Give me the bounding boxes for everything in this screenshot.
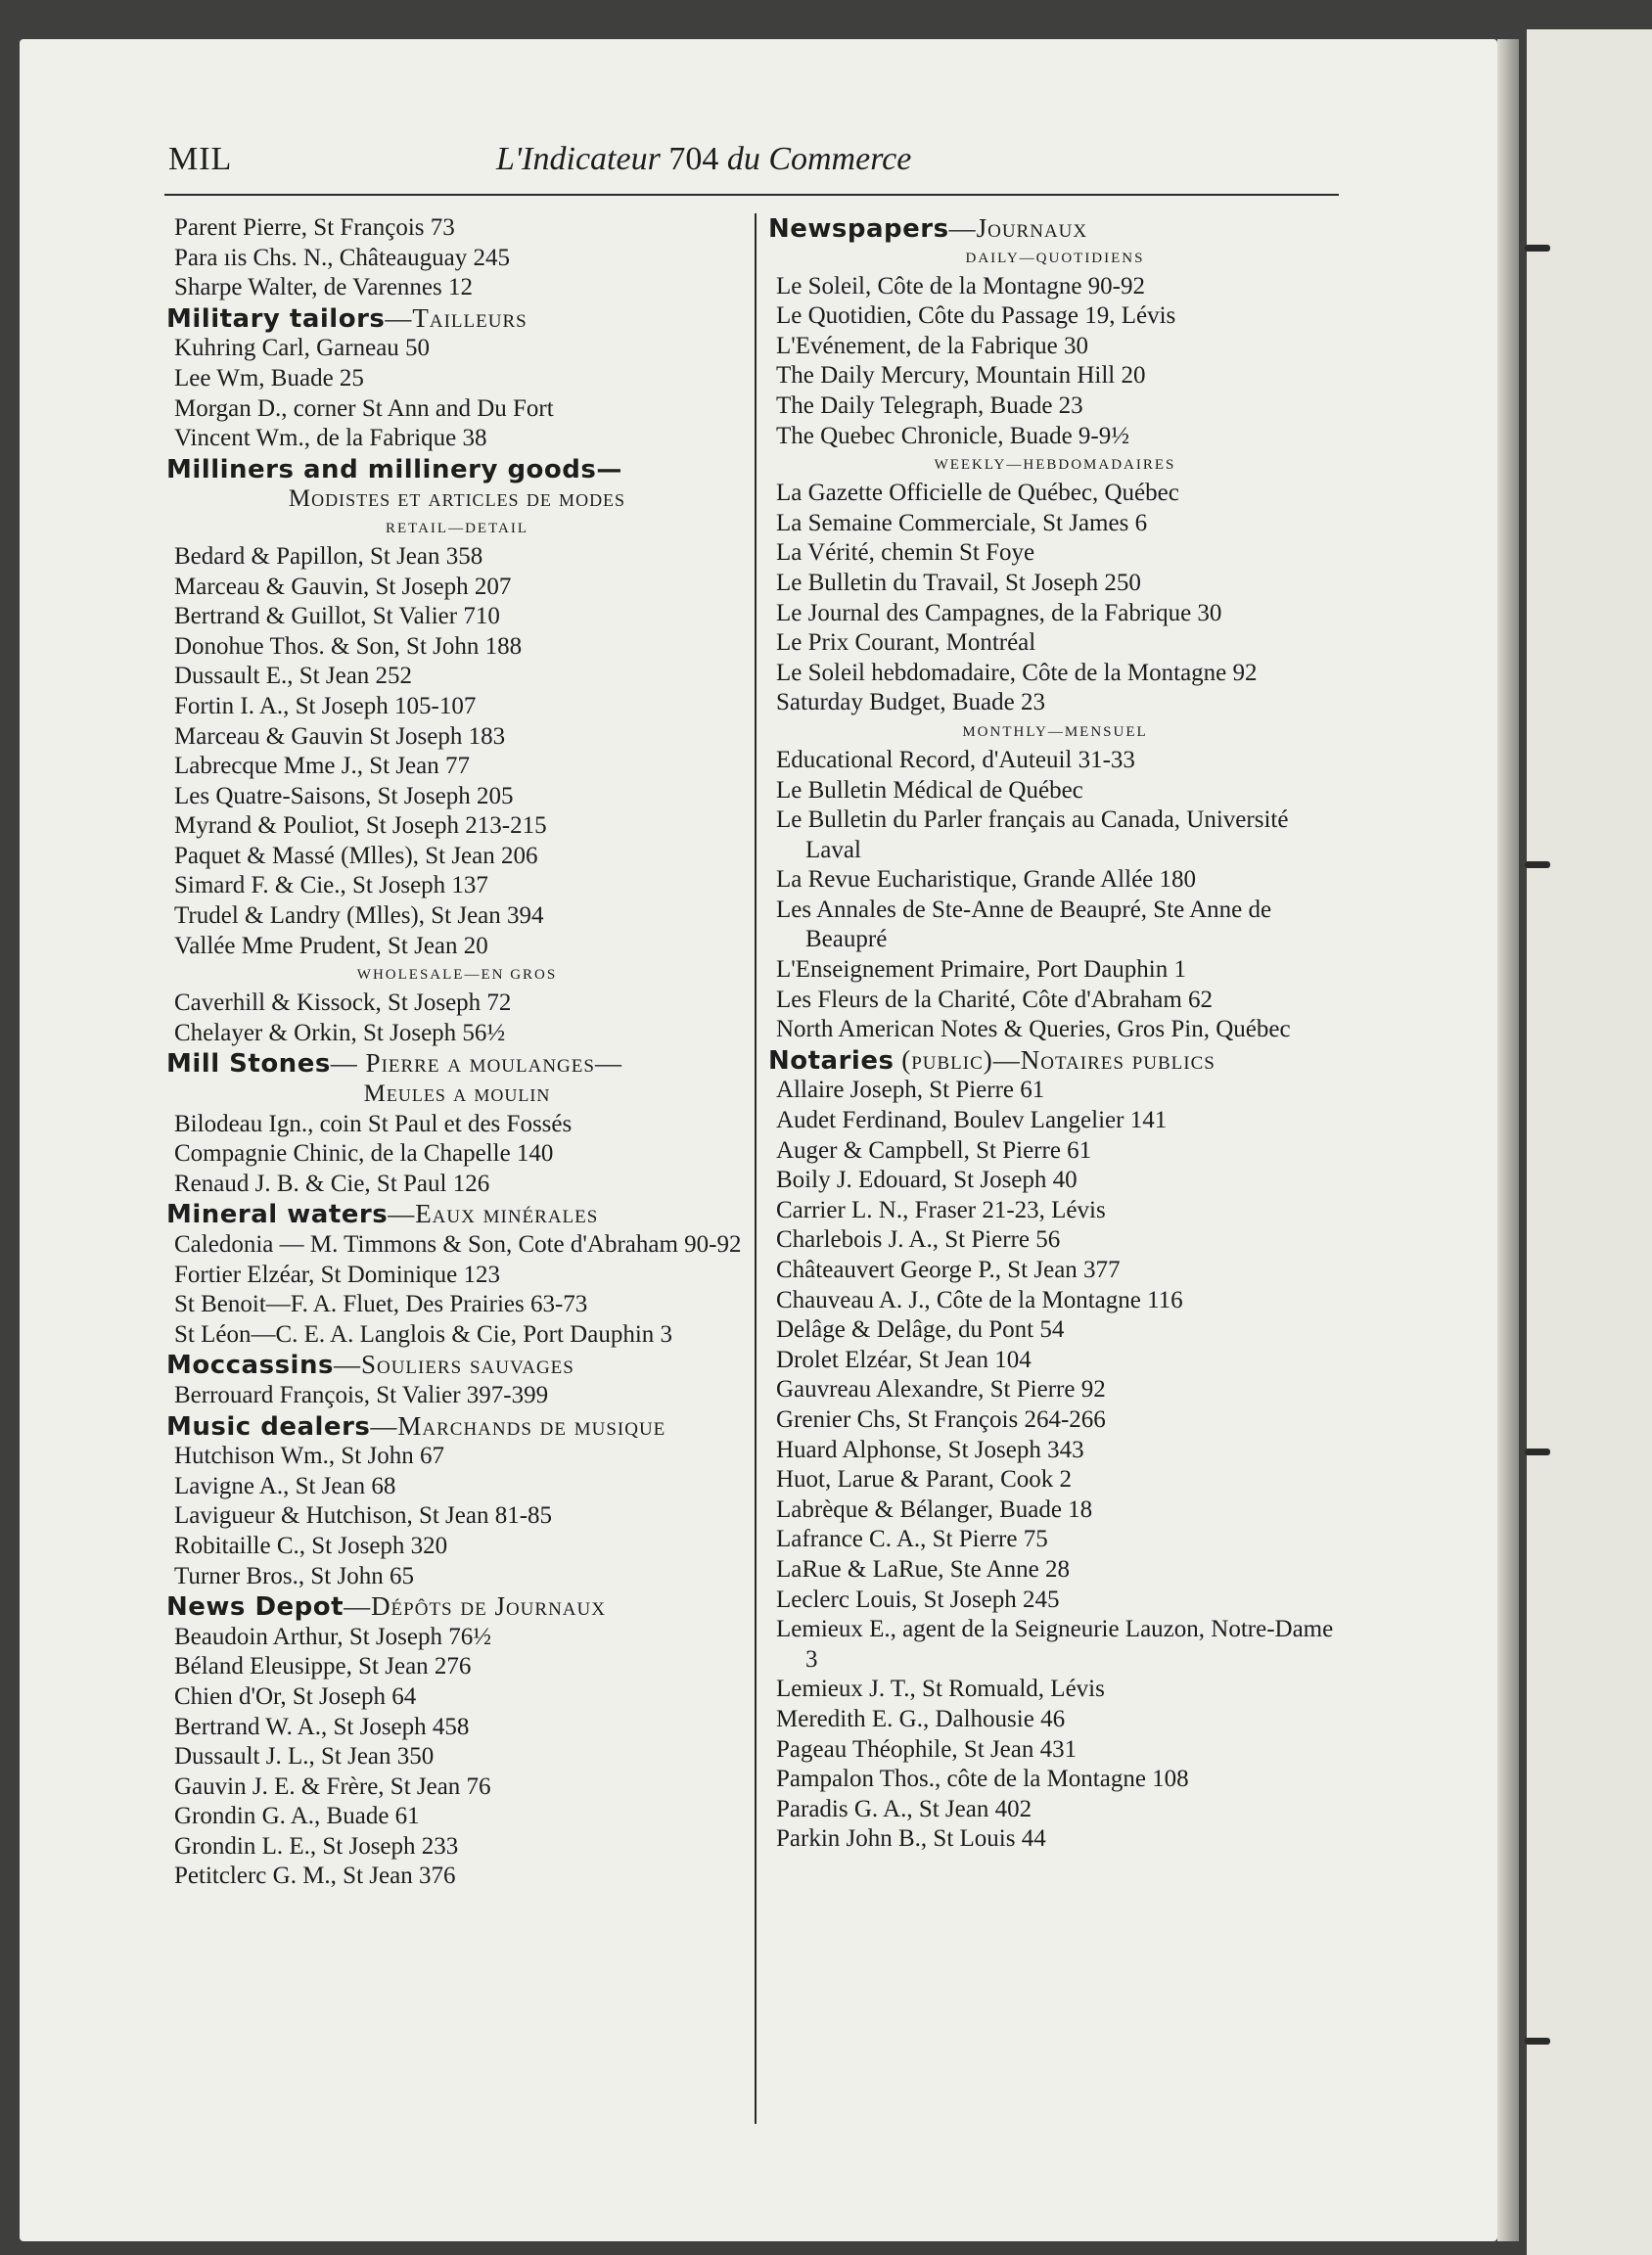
- title-before: L'Indicateur: [496, 141, 661, 177]
- directory-entry: Labrèque & Bélanger, Buade 18: [776, 1496, 1093, 1523]
- directory-entry: Chien d'Or, St Joseph 64: [174, 1682, 417, 1710]
- directory-entry: St Benoit—F. A. Fluet, Des Prairies 63-73: [174, 1291, 588, 1318]
- directory-entry: L'Enseignement Primaire, Port Dauphin 1: [776, 956, 1187, 984]
- directory-entry: Morgan D., corner St Ann and Du Fort: [174, 394, 554, 422]
- directory-entry: Sharpe Walter, de Varennes 12: [174, 274, 473, 301]
- category-name: Music dealers: [166, 1411, 371, 1442]
- category-heading-continuation: Modistes et articles de modes: [288, 485, 626, 513]
- directory-entry: Grenier Chs, St François 264-266: [776, 1405, 1106, 1433]
- category-translation: —Dépôts de Journaux: [344, 1591, 606, 1622]
- directory-entry: Gauvin J. E. & Frère, St Jean 76: [174, 1772, 491, 1800]
- directory-entry: La Vérité, chemin St Foye: [776, 539, 1035, 567]
- directory-entry: Les Quatre-Saisons, St Joseph 205: [174, 782, 514, 809]
- category-name: Newspapers: [768, 214, 949, 244]
- directory-entry: Leclerc Louis, St Joseph 245: [776, 1586, 1060, 1613]
- directory-entry: Vincent Wm., de la Fabrique 38: [174, 425, 487, 452]
- directory-entry: Lafrance C. A., St Pierre 75: [776, 1526, 1048, 1553]
- category-name: Notaries: [768, 1045, 895, 1076]
- directory-entry: Allaire Joseph, St Pierre 61: [776, 1077, 1045, 1104]
- directory-entry: Bertrand & Guillot, St Valier 710: [174, 603, 500, 630]
- directory-entry: Para ıis Chs. N., Châteauguay 245: [174, 244, 511, 271]
- directory-entry: Le Quotidien, Côte du Passage 19, Lévis: [776, 302, 1176, 330]
- page-title: [496, 141, 911, 178]
- directory-entry: Caledonia — M. Timmons & Son, Cote d'Abraham 90-92: [174, 1231, 742, 1258]
- directory-entry: Kuhring Carl, Garneau 50: [174, 335, 431, 362]
- directory-entry: L'Evénement, de la Fabrique 30: [776, 332, 1088, 359]
- directory-entry: Lemieux E., agent de la Seigneurie Lauzon, Notre-Dame 3: [776, 1616, 1334, 1673]
- directory-entry: Vallée Mme Prudent, St Jean 20: [174, 932, 488, 959]
- category-translation: (public)—Notaires publics: [894, 1044, 1216, 1075]
- directory-entry: Petitclerc G. M., St Jean 376: [174, 1863, 456, 1890]
- column-divider: [755, 213, 757, 2124]
- category-translation: —Journaux: [948, 213, 1088, 243]
- directory-entry: Le Bulletin Médical de Québec: [776, 776, 1083, 804]
- directory-entry: Drolet Elzéar, St Jean 104: [776, 1346, 1032, 1373]
- binding-clip: [1525, 245, 1550, 252]
- directory-entry: Le Soleil hebdomadaire, Côte de la Montagne 92: [776, 659, 1258, 686]
- directory-entry: Paquet & Massé (Mlles), St Jean 206: [174, 842, 538, 869]
- category-heading: [166, 303, 748, 335]
- category-heading: [166, 1199, 748, 1230]
- directory-entry: Caverhill & Kissock, St Joseph 72: [174, 989, 512, 1017]
- directory-entry: Lee Wm, Buade 25: [174, 364, 364, 391]
- directory-entry: Béland Eleusippe, St Jean 276: [174, 1653, 472, 1680]
- directory-entry: Renaud J. B. & Cie, St Paul 126: [174, 1170, 490, 1197]
- directory-entry: Le Bulletin du Parler français au Canada, Université Laval: [776, 806, 1289, 863]
- header-rule: [164, 194, 1339, 196]
- category-name: Mill Stones: [166, 1049, 331, 1080]
- facing-page-edge: [1527, 29, 1652, 2255]
- category-name: Military tailors: [166, 303, 386, 334]
- directory-entry: La Revue Eucharistique, Grande Allée 180: [776, 866, 1197, 894]
- directory-entry: Bilodeau Ign., coin St Paul et des Fossés: [174, 1110, 573, 1137]
- directory-entry: Lavigueur & Hutchison, St Jean 81-85: [174, 1502, 553, 1530]
- directory-entry: Berrouard François, St Valier 397-399: [174, 1381, 549, 1408]
- directory-entry: Saturday Budget, Buade 23: [776, 689, 1045, 716]
- directory-entry: Le Prix Courant, Montréal: [776, 629, 1036, 657]
- category-heading-continuation: Meules a moulin: [363, 1081, 551, 1108]
- directory-entry: Gauvreau Alexandre, St Pierre 92: [776, 1376, 1106, 1404]
- directory-entry: Beaudoin Arthur, St Joseph 76½: [174, 1623, 491, 1650]
- directory-entry: Huot, Larue & Parant, Cook 2: [776, 1466, 1073, 1494]
- directory-entry: Pampalon Thos., côte de la Montagne 108: [776, 1766, 1189, 1793]
- directory-entry: The Daily Mercury, Mountain Hill 20: [776, 362, 1146, 390]
- directory-entry: Fortin I. A., St Joseph 105-107: [174, 692, 477, 719]
- category-name: News Depot: [166, 1592, 344, 1623]
- category-heading: [768, 213, 1342, 245]
- directory-entry: Huard Alphonse, St Joseph 343: [776, 1436, 1084, 1463]
- directory-entry: Labrecque Mme J., St Jean 77: [174, 753, 471, 780]
- directory-entry: Lavigne A., St Jean 68: [174, 1472, 396, 1499]
- directory-entry: Turner Bros., St John 65: [174, 1562, 414, 1589]
- directory-entry: Parkin John B., St Louis 44: [776, 1825, 1046, 1853]
- directory-entry: La Gazette Officielle de Québec, Québec: [776, 480, 1179, 507]
- directory-entry: The Quebec Chronicle, Buade 9-9½: [776, 422, 1129, 449]
- subsection-label: DAILY—QUOTIDIENS: [965, 250, 1145, 266]
- directory-entry: Le Soleil, Côte de la Montagne 90-92: [776, 272, 1146, 299]
- directory-entry: Donohue Thos. & Son, St John 188: [174, 632, 523, 660]
- directory-entry: Les Fleurs de la Charité, Côte d'Abraham 62: [776, 986, 1214, 1013]
- category-translation: — Pierre a moulanges—: [330, 1048, 622, 1079]
- directory-entry: Dussault J. L., St Jean 350: [174, 1743, 435, 1771]
- directory-entry: Trudel & Landry (Mlles), St Jean 394: [174, 902, 544, 930]
- directory-entry: Chauveau A. J., Côte de la Montagne 116: [776, 1286, 1183, 1313]
- category-translation: —Souliers sauvages: [333, 1350, 574, 1380]
- directory-entry: North American Notes & Queries, Gros Pin, Québec: [776, 1016, 1291, 1043]
- category-heading: [166, 1048, 748, 1080]
- directory-entry: Delâge & Delâge, du Pont 54: [776, 1316, 1065, 1344]
- category-name: Moccassins: [166, 1351, 334, 1381]
- directory-entry: Compagnie Chinic, de la Chapelle 140: [174, 1140, 554, 1168]
- directory-entry: The Daily Telegraph, Buade 23: [776, 391, 1083, 419]
- binding-clip: [1525, 2038, 1550, 2045]
- subsection-label: RETAIL—DETAIL: [385, 520, 529, 536]
- directory-entry: Grondin G. A., Buade 61: [174, 1803, 420, 1830]
- directory-entry: Bertrand W. A., St Joseph 458: [174, 1713, 470, 1740]
- directory-entry: La Semaine Commerciale, St James 6: [776, 509, 1148, 536]
- category-heading: [166, 1411, 748, 1443]
- binding-clip: [1525, 1449, 1550, 1455]
- directory-entry: Le Journal des Campagnes, de la Fabrique 30: [776, 599, 1222, 626]
- directory-entry: Hutchison Wm., St John 67: [174, 1443, 444, 1470]
- directory-entry: Robitaille C., St Joseph 320: [174, 1532, 448, 1559]
- section-code: MIL: [168, 141, 233, 177]
- directory-entry: Dussault E., St Jean 252: [174, 663, 413, 690]
- directory-entry: Châteauvert George P., St Jean 377: [776, 1257, 1121, 1283]
- directory-entry: LaRue & LaRue, Ste Anne 28: [776, 1555, 1070, 1583]
- directory-entry: Audet Ferdinand, Boulev Langelier 141: [776, 1107, 1168, 1134]
- directory-entry: Simard F. & Cie., St Joseph 137: [174, 872, 488, 899]
- category-heading: [166, 1591, 748, 1623]
- category-translation: —Marchands de musique: [370, 1410, 666, 1441]
- directory-entry: Parent Pierre, St François 73: [174, 214, 455, 241]
- category-translation: —Tailleurs: [385, 302, 528, 333]
- category-heading: [166, 1350, 748, 1381]
- directory-entry: Auger & Campbell, St Pierre 61: [776, 1136, 1092, 1164]
- directory-entry: Charlebois J. A., St Pierre 56: [776, 1226, 1061, 1254]
- directory-entry: Myrand & Pouliot, St Joseph 213-215: [174, 812, 547, 840]
- left-column: [166, 213, 748, 1892]
- subsection-label: MONTHLY—MENSUEL: [962, 723, 1148, 740]
- directory-entry: Chelayer & Orkin, St Joseph 56½: [174, 1019, 506, 1046]
- running-header: [149, 141, 1339, 186]
- title-after: du Commerce: [726, 141, 912, 177]
- directory-entry: Lemieux J. T., St Romuald, Lévis: [776, 1676, 1105, 1703]
- directory-entry: Meredith E. G., Dalhousie 46: [776, 1705, 1066, 1732]
- directory-entry: Bedard & Papillon, St Jean 358: [174, 542, 483, 570]
- binding-clip: [1525, 861, 1550, 868]
- subsection-label: WEEKLY—HEBDOMADAIRES: [934, 457, 1176, 474]
- directory-entry: Paradis G. A., St Jean 402: [776, 1795, 1032, 1822]
- category-heading: [768, 1045, 1342, 1077]
- directory-entry: Boily J. Edouard, St Joseph 40: [776, 1167, 1078, 1194]
- right-column: [768, 213, 1342, 1855]
- directory-entry: Les Annales de Ste-Anne de Beaupré, Ste Anne de Beaupré: [776, 896, 1272, 953]
- category-name: Mineral waters: [166, 1200, 389, 1230]
- directory-entry: Marceau & Gauvin St Joseph 183: [174, 722, 506, 750]
- category-heading: [166, 454, 748, 485]
- directory-entry: Educational Record, d'Auteuil 31-33: [776, 746, 1135, 773]
- page-number: 704: [668, 141, 719, 177]
- directory-entry: St Léon—C. E. A. Langlois & Cie, Port Dauphin 3: [174, 1320, 673, 1348]
- directory-entry: Grondin L. E., St Joseph 233: [174, 1832, 459, 1860]
- subsection-label: WHOLESALE—EN GROS: [356, 967, 558, 984]
- directory-entry: Marceau & Gauvin, St Joseph 207: [174, 573, 512, 600]
- directory-entry: Pageau Théophile, St Jean 431: [776, 1735, 1078, 1763]
- page-binding-edge: [1497, 39, 1519, 2241]
- category-name: Milliners and millinery goods—: [166, 454, 622, 484]
- directory-entry: Le Bulletin du Travail, St Joseph 250: [776, 569, 1141, 596]
- category-translation: —Eaux minérales: [388, 1199, 599, 1229]
- directory-entry: Carrier L. N., Fraser 21-23, Lévis: [776, 1196, 1106, 1223]
- directory-entry: Fortier Elzéar, St Dominique 123: [174, 1261, 500, 1288]
